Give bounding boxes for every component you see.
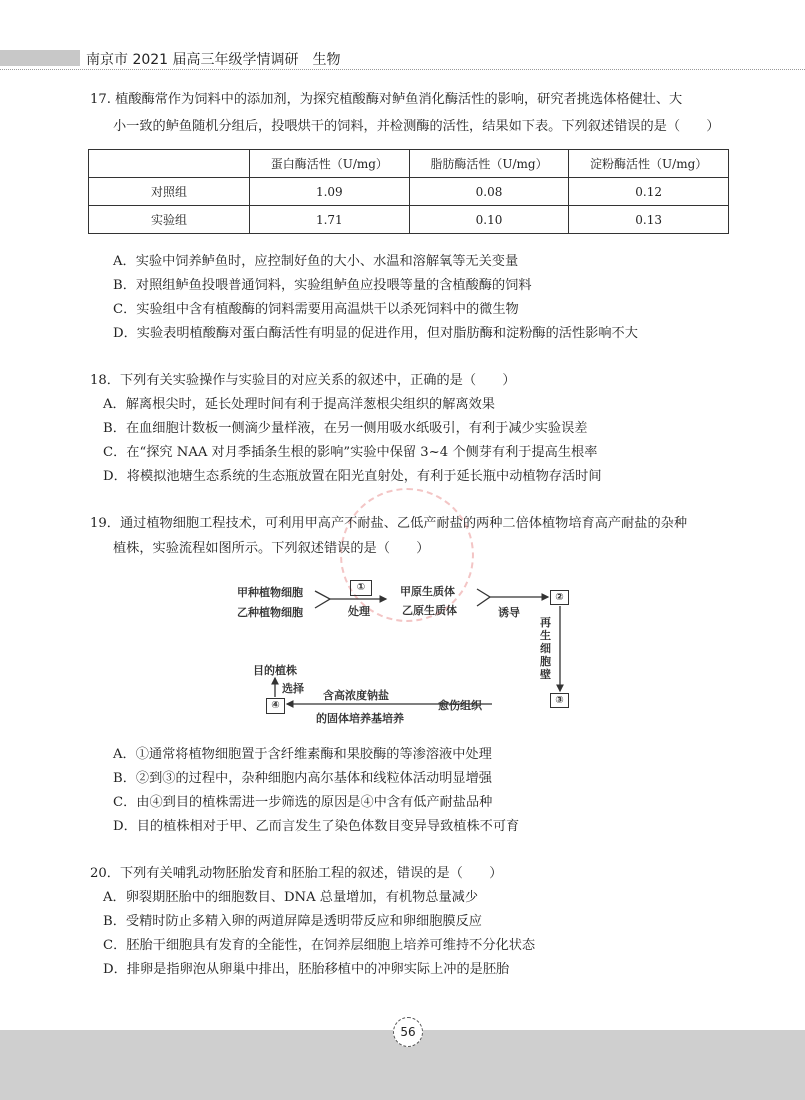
q20-stem: 20．下列有关哺乳动物胚胎发育和胚胎工程的叙述，错误的是（ ）: [90, 866, 503, 881]
q18-option-c: C．在“探究 NAA 对月季插条生根的影响”实验中保留 3~4 个侧芽有利于提高生根率: [103, 445, 598, 460]
table-header: [89, 150, 250, 178]
callus-label: 愈伤组织: [438, 699, 482, 712]
header-divider: [0, 69, 805, 70]
medium-label-1: 含高浓度钠盐: [323, 689, 389, 702]
header-bar: [0, 50, 80, 66]
flow-diagram: [220, 570, 590, 730]
q18-option-a: A．解离根尖时，延长处理时间有利于提高洋葱根尖组织的解离效果: [103, 397, 495, 412]
q19-option-b: B．②到③的过程中，杂种细胞内高尔基体和线粒体活动明显增强: [113, 771, 492, 786]
table-cell: 0.12: [569, 178, 729, 206]
table-header: 脂肪酶活性（U/mg）: [409, 150, 569, 178]
table-cell: 对照组: [89, 178, 250, 206]
cell-b-label: 乙种植物细胞: [237, 606, 303, 619]
q19-stem-line1: 19．通过植物细胞工程技术，可利用甲高产不耐盐、乙低产耐盐的两种二倍体植物培育高产耐盐的杂种: [90, 516, 688, 531]
table-cell: 1.71: [250, 206, 410, 234]
step-box-2: ②: [550, 590, 569, 605]
step-box-1: ①: [350, 580, 372, 596]
regen-char: 细: [540, 642, 551, 655]
q17-stem-line1: 17. 植酸酶常作为饲料中的添加剂，为探究植酸酶对鲈鱼消化酶活性的影响，研究者挑选体格健壮、大: [90, 92, 683, 107]
step-box-4: ④: [266, 698, 285, 714]
table-cell: 0.08: [409, 178, 569, 206]
q17-stem-line2: 小一致的鲈鱼随机分组后，投喂烘干的饲料，并检测酶的活性，结果如下表。下列叙述错误的是（ ）: [113, 119, 720, 134]
table-header: 蛋白酶活性（U/mg）: [250, 150, 410, 178]
regen-wall-label: [540, 616, 551, 681]
regen-char: 生: [540, 629, 551, 642]
q18-option-d: D．将模拟池塘生态系统的生态瓶放置在阳光直射处，有利于延长瓶中动植物存活时间: [103, 469, 602, 484]
q18-option-b: B．在血细胞计数板一侧滴少量样液，在另一侧用吸水纸吸引，有利于减少实验误差: [103, 421, 588, 436]
cell-a-label: 甲种植物细胞: [237, 586, 303, 599]
q17-option-b: B．对照组鲈鱼投喂普通饲料，实验组鲈鱼应投喂等量的含植酸酶的饲料: [113, 278, 532, 293]
q19-stem-line2: 植株，实验流程如图所示。下列叙述错误的是（ ）: [113, 541, 430, 556]
medium-label-2: 的固体培养基培养: [316, 712, 404, 725]
table-cell: 1.09: [250, 178, 410, 206]
table-cell: 0.13: [569, 206, 729, 234]
q18-stem: 18．下列有关实验操作与实验目的对应关系的叙述中，正确的是（ ）: [90, 373, 516, 388]
regen-char: 壁: [540, 668, 551, 681]
regen-char: 胞: [540, 655, 551, 668]
q19-option-a: A．①通常将植物细胞置于含纤维素酶和果胶酶的等渗溶液中处理: [113, 747, 492, 762]
q17-option-c: C．实验组中含有植酸酶的饲料需要用高温烘干以杀死饲料中的微生物: [113, 302, 519, 317]
q20-option-b: B．受精时防止多精入卵的两道屏障是透明带反应和卵细胞膜反应: [103, 914, 482, 929]
table-header-row: [89, 150, 729, 178]
target-plant-label: 目的植株: [253, 664, 297, 677]
select-label: 选择: [282, 682, 304, 695]
table-cell: 0.10: [409, 206, 569, 234]
table-header: 淀粉酶活性（U/mg）: [569, 150, 729, 178]
table-row: [89, 178, 729, 206]
protoplast-b-label: 乙原生质体: [402, 604, 457, 617]
q20-option-a: A．卵裂期胚胎中的细胞数目、DNA 总量增加，有机物总量减少: [103, 890, 479, 905]
regen-char: 再: [540, 616, 551, 629]
q17-table: [88, 149, 729, 234]
q20-option-d: D．排卵是指卵泡从卵巢中排出，胚胎移植中的冲卵实际上冲的是胚胎: [103, 962, 510, 977]
q17-option-d: D．实验表明植酸酶对蛋白酶活性有明显的促进作用，但对脂肪酶和淀粉酶的活性影响不大: [113, 326, 638, 341]
page-number: 56: [393, 1017, 423, 1047]
induce-label: 诱导: [498, 606, 520, 619]
q17-option-a: A．实验中饲养鲈鱼时，应控制好鱼的大小、水温和溶解氧等无关变量: [113, 254, 519, 269]
q19-option-d: D．目的植株相对于甲、乙而言发生了染色体数目变异导致植株不可育: [113, 819, 520, 834]
protoplast-a-label: 甲原生质体: [400, 585, 455, 598]
q19-option-c: C．由④到目的植株需进一步筛选的原因是④中含有低产耐盐品种: [113, 795, 493, 810]
table-cell: 实验组: [89, 206, 250, 234]
treat-label: 处理: [348, 605, 370, 618]
q20-option-c: C．胚胎干细胞具有发育的全能性，在饲养层细胞上培养可维持不分化状态: [103, 938, 536, 953]
step-box-3: ③: [550, 693, 569, 708]
table-row: [89, 206, 729, 234]
header-title: 南京市 2021 届高三年级学情调研 生物: [86, 52, 341, 68]
